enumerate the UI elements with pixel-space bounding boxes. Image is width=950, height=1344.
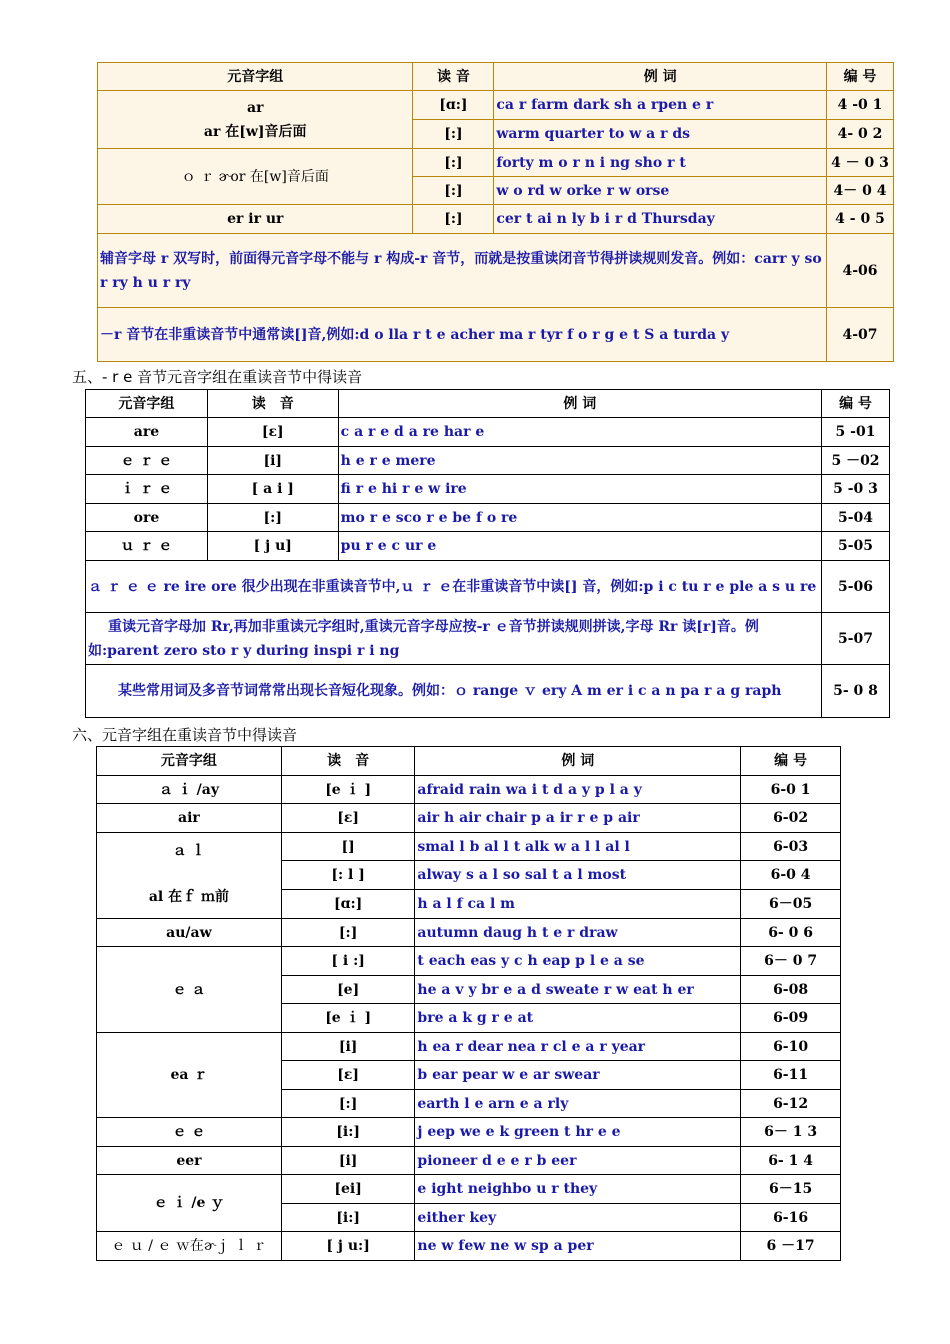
header-group: 元音字组 bbox=[86, 390, 208, 418]
group-cell: ｏ ｒ ɚor 在[w]音后面 bbox=[98, 149, 413, 205]
code-cell: 4 － 0 3 bbox=[827, 149, 894, 177]
group-cell bbox=[97, 833, 282, 919]
sound-cell: [ j u] bbox=[207, 532, 338, 561]
example-cell: cer t ai n ly b i r d Thursday bbox=[494, 205, 827, 234]
group-cell: ｅ ｅ bbox=[97, 1118, 282, 1147]
example-cell: earth l e arn e a rly bbox=[415, 1090, 741, 1118]
group-cell: eer bbox=[97, 1147, 282, 1175]
group-cell: ar ar 在[w]音后面 bbox=[98, 91, 413, 149]
table-row bbox=[86, 447, 890, 475]
sound-cell: [i] bbox=[207, 447, 338, 475]
example-cell: smal l b al l t alk w a l l al l bbox=[415, 833, 741, 861]
table-4 bbox=[97, 62, 894, 362]
sound-cell: [i:] bbox=[281, 1118, 415, 1147]
header-sound: 读 音 bbox=[281, 747, 415, 776]
note-cell: 某些常用词及多音节词常常出现长音短化现象。例如：ｏ range ｖ ery A m er i c a n pa r a g raph bbox=[86, 665, 822, 718]
example-cell: c a r e d a re har e bbox=[338, 418, 821, 447]
example-cell: ne w few ne w sp a per bbox=[415, 1232, 741, 1261]
note-cell: 重读元音字母加 Rr,再加非重读元字组时,重读元音字母应按-r ｅ音节拼读规则拼读,字母 Rr 读[r]音。例如:parent zero sto r y during inspi r i ng bbox=[86, 613, 822, 665]
example-cell: either key bbox=[415, 1204, 741, 1232]
code-cell: 6-11 bbox=[741, 1061, 841, 1090]
example-cell: pu r e c ur e bbox=[338, 532, 821, 561]
sound-cell: [e ｉ ] bbox=[281, 1004, 415, 1033]
example-cell: he a v y br e a d sweate r w eat h er bbox=[415, 976, 741, 1004]
sound-cell: [ a i ] bbox=[207, 475, 338, 504]
example-cell: pioneer d e e r b eer bbox=[415, 1147, 741, 1175]
code-cell: 6-10 bbox=[741, 1033, 841, 1061]
header-code: 编 号 bbox=[822, 390, 890, 418]
header-example: 例 词 bbox=[494, 63, 827, 91]
group-al: ａ ｌ bbox=[172, 843, 206, 859]
example-cell: mo r e sco r e be f o re bbox=[338, 504, 821, 532]
example-cell: fi r e hi r e w ire bbox=[338, 475, 821, 504]
header-sound: 读 音 bbox=[207, 390, 338, 418]
example-cell: autumn daug h t e r draw bbox=[415, 919, 741, 947]
code-cell: 5-05 bbox=[822, 532, 890, 561]
sound-cell: [:] bbox=[207, 504, 338, 532]
header-example: 例 词 bbox=[415, 747, 741, 776]
code-cell: 4－ 0 4 bbox=[827, 177, 894, 205]
example-cell: alway s a l so sal t a l most bbox=[415, 861, 741, 890]
note-row bbox=[98, 308, 894, 362]
sound-cell: [ɑ:] bbox=[281, 890, 415, 919]
note-row bbox=[86, 561, 890, 613]
note-cell: －r 音节在非重读音节中通常读[]音,例如:d o lla r t e acher ma r tyr f o r g e t S a turda y bbox=[98, 308, 827, 362]
example-cell: e ight neighbo u r they bbox=[415, 1175, 741, 1204]
group-cell: au/aw bbox=[97, 919, 282, 947]
code-cell: 6- 1 4 bbox=[741, 1147, 841, 1175]
table-row bbox=[98, 205, 894, 234]
sound-cell: [i] bbox=[281, 1033, 415, 1061]
code-cell: 6- 0 6 bbox=[741, 919, 841, 947]
note-row bbox=[86, 613, 890, 665]
example-cell: air h air chair p a ir r e p air bbox=[415, 804, 741, 833]
table-row bbox=[97, 1033, 841, 1061]
table-row bbox=[97, 1118, 841, 1147]
table-row bbox=[97, 804, 841, 833]
table-row bbox=[86, 532, 890, 561]
example-cell: h e r e mere bbox=[338, 447, 821, 475]
section-6-title: 六、元音字组在重读音节中得读音 bbox=[72, 726, 298, 744]
code-cell: 6-0 1 bbox=[741, 776, 841, 804]
sound-cell: [ i :] bbox=[281, 947, 415, 976]
table-header-row bbox=[98, 63, 894, 91]
group-cell: ｅ ａ bbox=[97, 947, 282, 1033]
table-row bbox=[97, 1147, 841, 1175]
code-cell: 6－ 0 7 bbox=[741, 947, 841, 976]
sound-cell: [ɛ] bbox=[207, 418, 338, 447]
example-cell: t each eas y c h eap p l e a se bbox=[415, 947, 741, 976]
group-cell: ａ ｉ /ay bbox=[97, 776, 282, 804]
code-cell: 6 －17 bbox=[741, 1232, 841, 1261]
table-5 bbox=[85, 389, 890, 718]
code-cell: 6-09 bbox=[741, 1004, 841, 1033]
table-row bbox=[86, 475, 890, 504]
sound-cell: [e] bbox=[281, 976, 415, 1004]
code-cell: 6-0 4 bbox=[741, 861, 841, 890]
code-cell: 6-12 bbox=[741, 1090, 841, 1118]
header-group: 元音字组 bbox=[98, 63, 413, 91]
example-cell: h ea r dear nea r cl e a r year bbox=[415, 1033, 741, 1061]
sound-cell: [ j u:] bbox=[281, 1232, 415, 1261]
code-cell: 5-06 bbox=[822, 561, 890, 613]
example-cell: afraid rain wa i t d a y p l a y bbox=[415, 776, 741, 804]
group-cell: ｅ ｒ ｅ bbox=[86, 447, 208, 475]
note-row bbox=[98, 234, 894, 308]
group-cell: ｕ ｒ ｅ bbox=[86, 532, 208, 561]
group-cell: ｅ ｉ /e ｙ bbox=[97, 1175, 282, 1232]
note-cell: ａ ｒ ｅ ｅ re ire ore 很少出现在非重读音节中,ｕ ｒ ｅ在非重读音节中读[] 音，例如:p i c tu r e ple a s u re bbox=[86, 561, 822, 613]
table-row bbox=[98, 91, 894, 120]
table-row bbox=[86, 504, 890, 532]
sound-cell: [:] bbox=[281, 919, 415, 947]
header-sound: 读 音 bbox=[413, 63, 494, 91]
sound-cell: [:] bbox=[413, 120, 494, 149]
group-cell: er ir ur bbox=[98, 205, 413, 234]
note-cell: 辅音字母 r 双写时，前面得元音字母不能与 r 构成-r 音节，而就是按重读闭音节得拼读规则发音。例如：carr y so r ry h u r ry bbox=[98, 234, 827, 308]
sound-cell: [:] bbox=[413, 205, 494, 234]
group-cell: are bbox=[86, 418, 208, 447]
table-header-row bbox=[97, 747, 841, 776]
table-row bbox=[86, 418, 890, 447]
example-cell: h a l f ca l m bbox=[415, 890, 741, 919]
table-row bbox=[97, 919, 841, 947]
table-row bbox=[97, 1175, 841, 1204]
table-row bbox=[97, 947, 841, 976]
sound-cell: [:] bbox=[413, 177, 494, 205]
example-cell: w o rd w orke r w orse bbox=[494, 177, 827, 205]
example-cell: b ear pear w e ar swear bbox=[415, 1061, 741, 1090]
code-cell: 5-04 bbox=[822, 504, 890, 532]
code-cell: 6－15 bbox=[741, 1175, 841, 1204]
code-cell: 4 - 0 5 bbox=[827, 205, 894, 234]
code-cell: 6－ 1 3 bbox=[741, 1118, 841, 1147]
code-cell: 5 -0 3 bbox=[822, 475, 890, 504]
code-cell: 5-07 bbox=[822, 613, 890, 665]
sound-cell: [ei] bbox=[281, 1175, 415, 1204]
example-cell: warm quarter to w a r ds bbox=[494, 120, 827, 149]
note-row bbox=[86, 665, 890, 718]
sound-cell: [:] bbox=[413, 149, 494, 177]
code-cell: 6-02 bbox=[741, 804, 841, 833]
sound-cell: [ɑ:] bbox=[413, 91, 494, 120]
table-6 bbox=[96, 746, 841, 1261]
sound-cell: [ɛ] bbox=[281, 1061, 415, 1090]
group-cell: ea ｒ bbox=[97, 1033, 282, 1118]
code-cell: 4 -0 1 bbox=[827, 91, 894, 120]
sound-cell: [] bbox=[281, 833, 415, 861]
code-cell: 6－05 bbox=[741, 890, 841, 919]
code-cell: 5 -01 bbox=[822, 418, 890, 447]
code-cell: 5- 0 8 bbox=[822, 665, 890, 718]
sound-cell: [i] bbox=[281, 1147, 415, 1175]
group-cell: ｉ ｒ ｅ bbox=[86, 475, 208, 504]
code-cell: 4- 0 2 bbox=[827, 120, 894, 149]
sound-cell: [ɛ] bbox=[281, 804, 415, 833]
sound-cell: [:] bbox=[281, 1090, 415, 1118]
code-cell: 6-16 bbox=[741, 1204, 841, 1232]
header-code: 编 号 bbox=[741, 747, 841, 776]
group-cell: air bbox=[97, 804, 282, 833]
sound-cell: [: l ] bbox=[281, 861, 415, 890]
header-group: 元音字组 bbox=[97, 747, 282, 776]
example-cell: forty m o r n i ng sho r t bbox=[494, 149, 827, 177]
sound-cell: [i:] bbox=[281, 1204, 415, 1232]
code-cell: 4-07 bbox=[827, 308, 894, 362]
sound-cell: [e ｉ ] bbox=[281, 776, 415, 804]
section-5-title: 五、- r e 音节元音字组在重读音节中得读音 bbox=[72, 368, 363, 386]
code-cell: 5 －02 bbox=[822, 447, 890, 475]
table-row bbox=[98, 149, 894, 177]
example-cell: j eep we e k green t hr e e bbox=[415, 1118, 741, 1147]
header-code: 编 号 bbox=[827, 63, 894, 91]
table-row bbox=[97, 833, 841, 861]
group-cell: ore bbox=[86, 504, 208, 532]
group-cell: ｅ ｕ / ｅ ｗ在ɚｊ ｌ ｒ bbox=[97, 1232, 282, 1261]
group-al-fm: al 在ｆ ｍ前 bbox=[148, 889, 229, 905]
code-cell: 4-06 bbox=[827, 234, 894, 308]
code-cell: 6-08 bbox=[741, 976, 841, 1004]
example-cell: bre a k g r e at bbox=[415, 1004, 741, 1033]
table-row bbox=[97, 776, 841, 804]
table-header-row bbox=[86, 390, 890, 418]
header-example: 例 词 bbox=[338, 390, 821, 418]
table-row bbox=[97, 1232, 841, 1261]
code-cell: 6-03 bbox=[741, 833, 841, 861]
example-cell: ca r farm dark sh a rpen e r bbox=[494, 91, 827, 120]
